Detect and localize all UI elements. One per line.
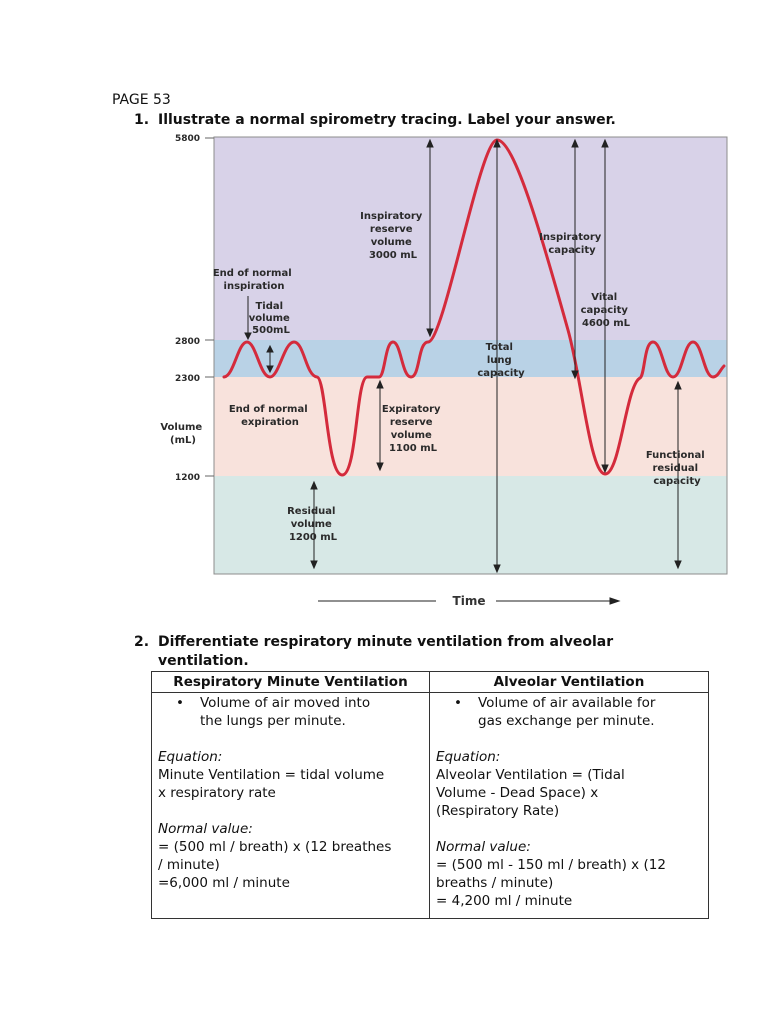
equation-text: Minute Ventilation = tidal volume (158, 767, 385, 783)
equation-text: x respiratory rate (158, 785, 276, 801)
end-inspiration-label: End of normal inspiration (212, 268, 292, 292)
frc-label: Functional residual capacity (645, 450, 705, 487)
tick-label: 5800 (175, 134, 201, 144)
normal-value-text: / minute) (158, 857, 220, 873)
equation-text: (Respiratory Rate) (436, 803, 560, 819)
question-1-text: Illustrate a normal spirometry tracing. Label your answer. (158, 112, 616, 128)
x-axis-label: Time (452, 594, 486, 608)
normal-value-text: = 4,200 ml / minute (436, 893, 573, 909)
ic-label: Inspiratory capacity (539, 232, 602, 256)
time-arrowhead (610, 598, 619, 604)
spirometry-figure (150, 128, 740, 618)
normal-value-label: Normal value: (436, 839, 531, 855)
equation-label: Equation: (158, 749, 223, 765)
ventilation-comparison-table (151, 671, 709, 919)
minute-ventilation-cell (152, 693, 430, 919)
normal-value-text: = (500 ml - 150 ml / breath) x (12 (436, 857, 666, 873)
normal-value-text: =6,000 ml / minute (158, 875, 290, 891)
list-item: • Volume of air available for gas exchange per minute. (454, 695, 656, 729)
erv-label: Expiratory reserve volume 1100 mL (381, 404, 441, 454)
normal-value-text: = (500 ml / breath) x (12 breathes (158, 839, 392, 855)
header-minute-ventilation: Respiratory Minute Ventilation (152, 672, 430, 693)
residual-volume-label: Residual volume 1200 mL (287, 506, 338, 543)
equation-text: Alveolar Ventilation = (Tidal (436, 767, 625, 783)
question-2-text: Differentiate respiratory minute ventilation from alveolar ventilation. (158, 634, 614, 669)
end-expiration-label: End of normal expiration (228, 404, 308, 428)
tick-label: 2800 (175, 337, 201, 347)
y-axis-label: Volume (mL) (160, 422, 203, 446)
tick-label: 1200 (175, 473, 201, 483)
normal-value-label: Normal value: (158, 821, 253, 837)
question-1-number: 1. (134, 112, 150, 128)
irv-band (214, 137, 727, 340)
alveolar-ventilation-cell (430, 693, 709, 919)
normal-value-text: breaths / minute) (436, 875, 554, 891)
equation-text: Volume - Dead Space) x (436, 785, 599, 801)
tick-label: 2300 (175, 374, 201, 384)
vc-label: Vital capacity 4600 mL (580, 292, 631, 329)
question-2 (134, 633, 694, 671)
tidal-volume-label: Tidal volume 500mL (248, 301, 290, 336)
tlc-label: Total lung capacity (477, 342, 525, 379)
equation-label: Equation: (436, 749, 501, 765)
header-alveolar-ventilation: Alveolar Ventilation (430, 672, 709, 693)
list-item: • Volume of air moved into the lungs per minute. (176, 695, 371, 729)
irv-label: Inspiratory reserve volume 3000 mL (360, 211, 423, 261)
page-label: PAGE 53 (112, 92, 171, 108)
question-2-number: 2. (134, 634, 150, 650)
